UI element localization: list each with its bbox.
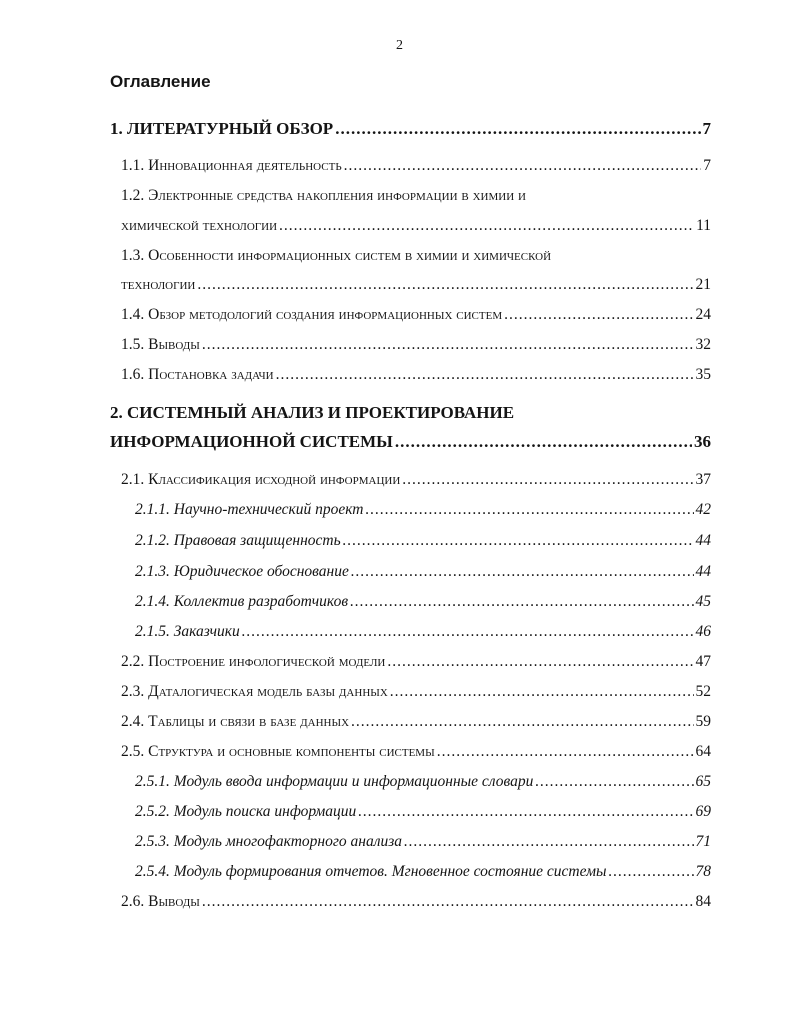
toc-entry-1[interactable] bbox=[110, 118, 711, 140]
toc-page: 64 bbox=[695, 743, 711, 760]
toc-title: 2.4. Таблицы и связи в базе данных bbox=[121, 713, 350, 730]
dot-leader bbox=[402, 469, 693, 491]
toc-entry-2-5-3[interactable] bbox=[135, 831, 711, 853]
dot-leader bbox=[350, 591, 693, 613]
dot-leader bbox=[404, 831, 693, 853]
page-number: 2 bbox=[396, 38, 403, 53]
toc-page: 65 bbox=[695, 773, 711, 790]
toc-entry-1-2-line1[interactable]: 1.2. Электронные средства накопления информации в химии и bbox=[121, 187, 526, 204]
dot-leader bbox=[366, 499, 694, 521]
toc-entry-2-1-1[interactable] bbox=[135, 499, 711, 521]
toc-title: 2.5. Структура и основные компоненты системы bbox=[121, 743, 435, 760]
toc-entry-2-1-2[interactable] bbox=[135, 530, 711, 552]
toc-entry-1-5[interactable] bbox=[121, 334, 711, 356]
toc-page: 21 bbox=[695, 276, 711, 293]
dot-leader bbox=[197, 274, 693, 296]
toc-title: 2.5.3. Модуль многофакторного анализа bbox=[135, 833, 403, 850]
toc-entry-2-3[interactable] bbox=[121, 681, 711, 703]
toc-title: химической технологии bbox=[121, 217, 278, 234]
toc-page: 7 bbox=[703, 157, 711, 174]
dot-leader bbox=[351, 561, 694, 583]
toc-page: 7 bbox=[702, 119, 711, 138]
dot-leader bbox=[609, 861, 694, 883]
toc-title: 1.6. Постановка задачи bbox=[121, 366, 274, 383]
toc-title: 2.5.4. Модуль формирования отчетов. Мгновенное состояние системы bbox=[135, 863, 607, 880]
toc-title: 2.5.2. Модуль поиска информации bbox=[135, 803, 357, 820]
toc-page: 24 bbox=[695, 306, 711, 323]
toc-page: 44 bbox=[695, 532, 711, 549]
toc-entry-2-1-4[interactable] bbox=[135, 591, 711, 613]
toc-entry-2-2[interactable] bbox=[121, 651, 711, 673]
toc-title: 2.1.2. Правовая защищенность bbox=[135, 532, 341, 549]
toc-title: 2.6. Выводы bbox=[121, 893, 200, 910]
toc-entry-2-5[interactable] bbox=[121, 741, 711, 763]
toc-title: ИНФОРМАЦИОННОЙ СИСТЕМЫ bbox=[110, 432, 393, 451]
toc-entry-2-5-2[interactable] bbox=[135, 801, 711, 823]
toc-entry-2-6[interactable] bbox=[121, 891, 711, 913]
toc-title: 2.2. Построение инфологической модели bbox=[121, 653, 386, 670]
dot-leader bbox=[335, 118, 700, 140]
toc-entry-1-2[interactable] bbox=[121, 215, 711, 237]
toc-page: 47 bbox=[695, 653, 711, 670]
dot-leader bbox=[202, 334, 694, 356]
dot-leader bbox=[242, 621, 694, 643]
toc-entry-1-4[interactable] bbox=[121, 304, 711, 326]
toc-title: 2.1.5. Заказчики bbox=[135, 623, 240, 640]
toc-page: 42 bbox=[695, 501, 711, 518]
dot-leader bbox=[344, 155, 702, 177]
page-title: Оглавление bbox=[110, 72, 211, 91]
toc-entry-2-5-4[interactable] bbox=[135, 861, 711, 883]
toc-entry-2-5-1[interactable] bbox=[135, 771, 711, 793]
toc-entry-2-1-5[interactable] bbox=[135, 621, 711, 643]
toc-page: 32 bbox=[695, 336, 711, 353]
dot-leader bbox=[390, 681, 694, 703]
toc-page: 44 bbox=[695, 563, 711, 580]
dot-leader bbox=[358, 801, 693, 823]
toc-title: 2.1.4. Коллектив разработчиков bbox=[135, 593, 349, 610]
toc-entry-1-3-line1[interactable]: 1.3. Особенности информационных систем в химии и химической bbox=[121, 247, 552, 264]
toc-entry-2-4[interactable] bbox=[121, 711, 711, 733]
dot-leader bbox=[351, 711, 693, 733]
toc-title: 2.1.3. Юридическое обоснование bbox=[135, 563, 349, 580]
toc-page: 78 bbox=[695, 863, 711, 880]
dot-leader bbox=[504, 304, 693, 326]
toc-page: 37 bbox=[695, 471, 711, 488]
toc-title: 1.4. Обзор методологий создания информационных систем bbox=[121, 306, 503, 323]
toc-page: 11 bbox=[696, 217, 711, 234]
dot-leader bbox=[279, 215, 694, 237]
dot-leader bbox=[437, 741, 694, 763]
toc-title: 2.1.1. Научно-технический проект bbox=[135, 501, 364, 518]
toc-entry-2[interactable] bbox=[110, 431, 711, 453]
toc-entry-2-line1[interactable]: 2. СИСТЕМНЫЙ АНАЛИЗ И ПРОЕКТИРОВАНИЕ bbox=[110, 403, 515, 422]
toc-title: 2.5.1. Модуль ввода информации и информационные словари bbox=[135, 773, 534, 790]
toc-page: 52 bbox=[695, 683, 711, 700]
toc-page: 69 bbox=[695, 803, 711, 820]
toc-entry-2-1[interactable] bbox=[121, 469, 711, 491]
dot-leader bbox=[343, 530, 694, 552]
dot-leader bbox=[276, 364, 694, 386]
toc-page: 46 bbox=[695, 623, 711, 640]
toc-page: 59 bbox=[695, 713, 711, 730]
toc-entry-1-1[interactable] bbox=[121, 155, 711, 177]
toc-entry-1-6[interactable] bbox=[121, 364, 711, 386]
toc-title: 1.1. Инновационная деятельность bbox=[121, 157, 342, 174]
toc-title: технологии bbox=[121, 276, 196, 293]
toc-title: 2.3. Даталогическая модель базы данных bbox=[121, 683, 388, 700]
toc-title: 2.1. Классификация исходной информации bbox=[121, 471, 401, 488]
toc-page: 71 bbox=[695, 833, 711, 850]
toc-entry-2-1-3[interactable] bbox=[135, 561, 711, 583]
toc-page: 36 bbox=[694, 432, 711, 451]
toc-entry-1-3[interactable] bbox=[121, 274, 711, 296]
toc-title: 1. ЛИТЕРАТУРНЫЙ ОБЗОР bbox=[110, 119, 334, 138]
dot-leader bbox=[535, 771, 693, 793]
toc-title: 1.5. Выводы bbox=[121, 336, 200, 353]
dot-leader bbox=[202, 891, 694, 913]
dot-leader bbox=[387, 651, 693, 673]
toc-page: 84 bbox=[695, 893, 711, 910]
toc-page: 45 bbox=[695, 593, 711, 610]
dot-leader bbox=[395, 431, 692, 453]
toc-page: 35 bbox=[695, 366, 711, 383]
